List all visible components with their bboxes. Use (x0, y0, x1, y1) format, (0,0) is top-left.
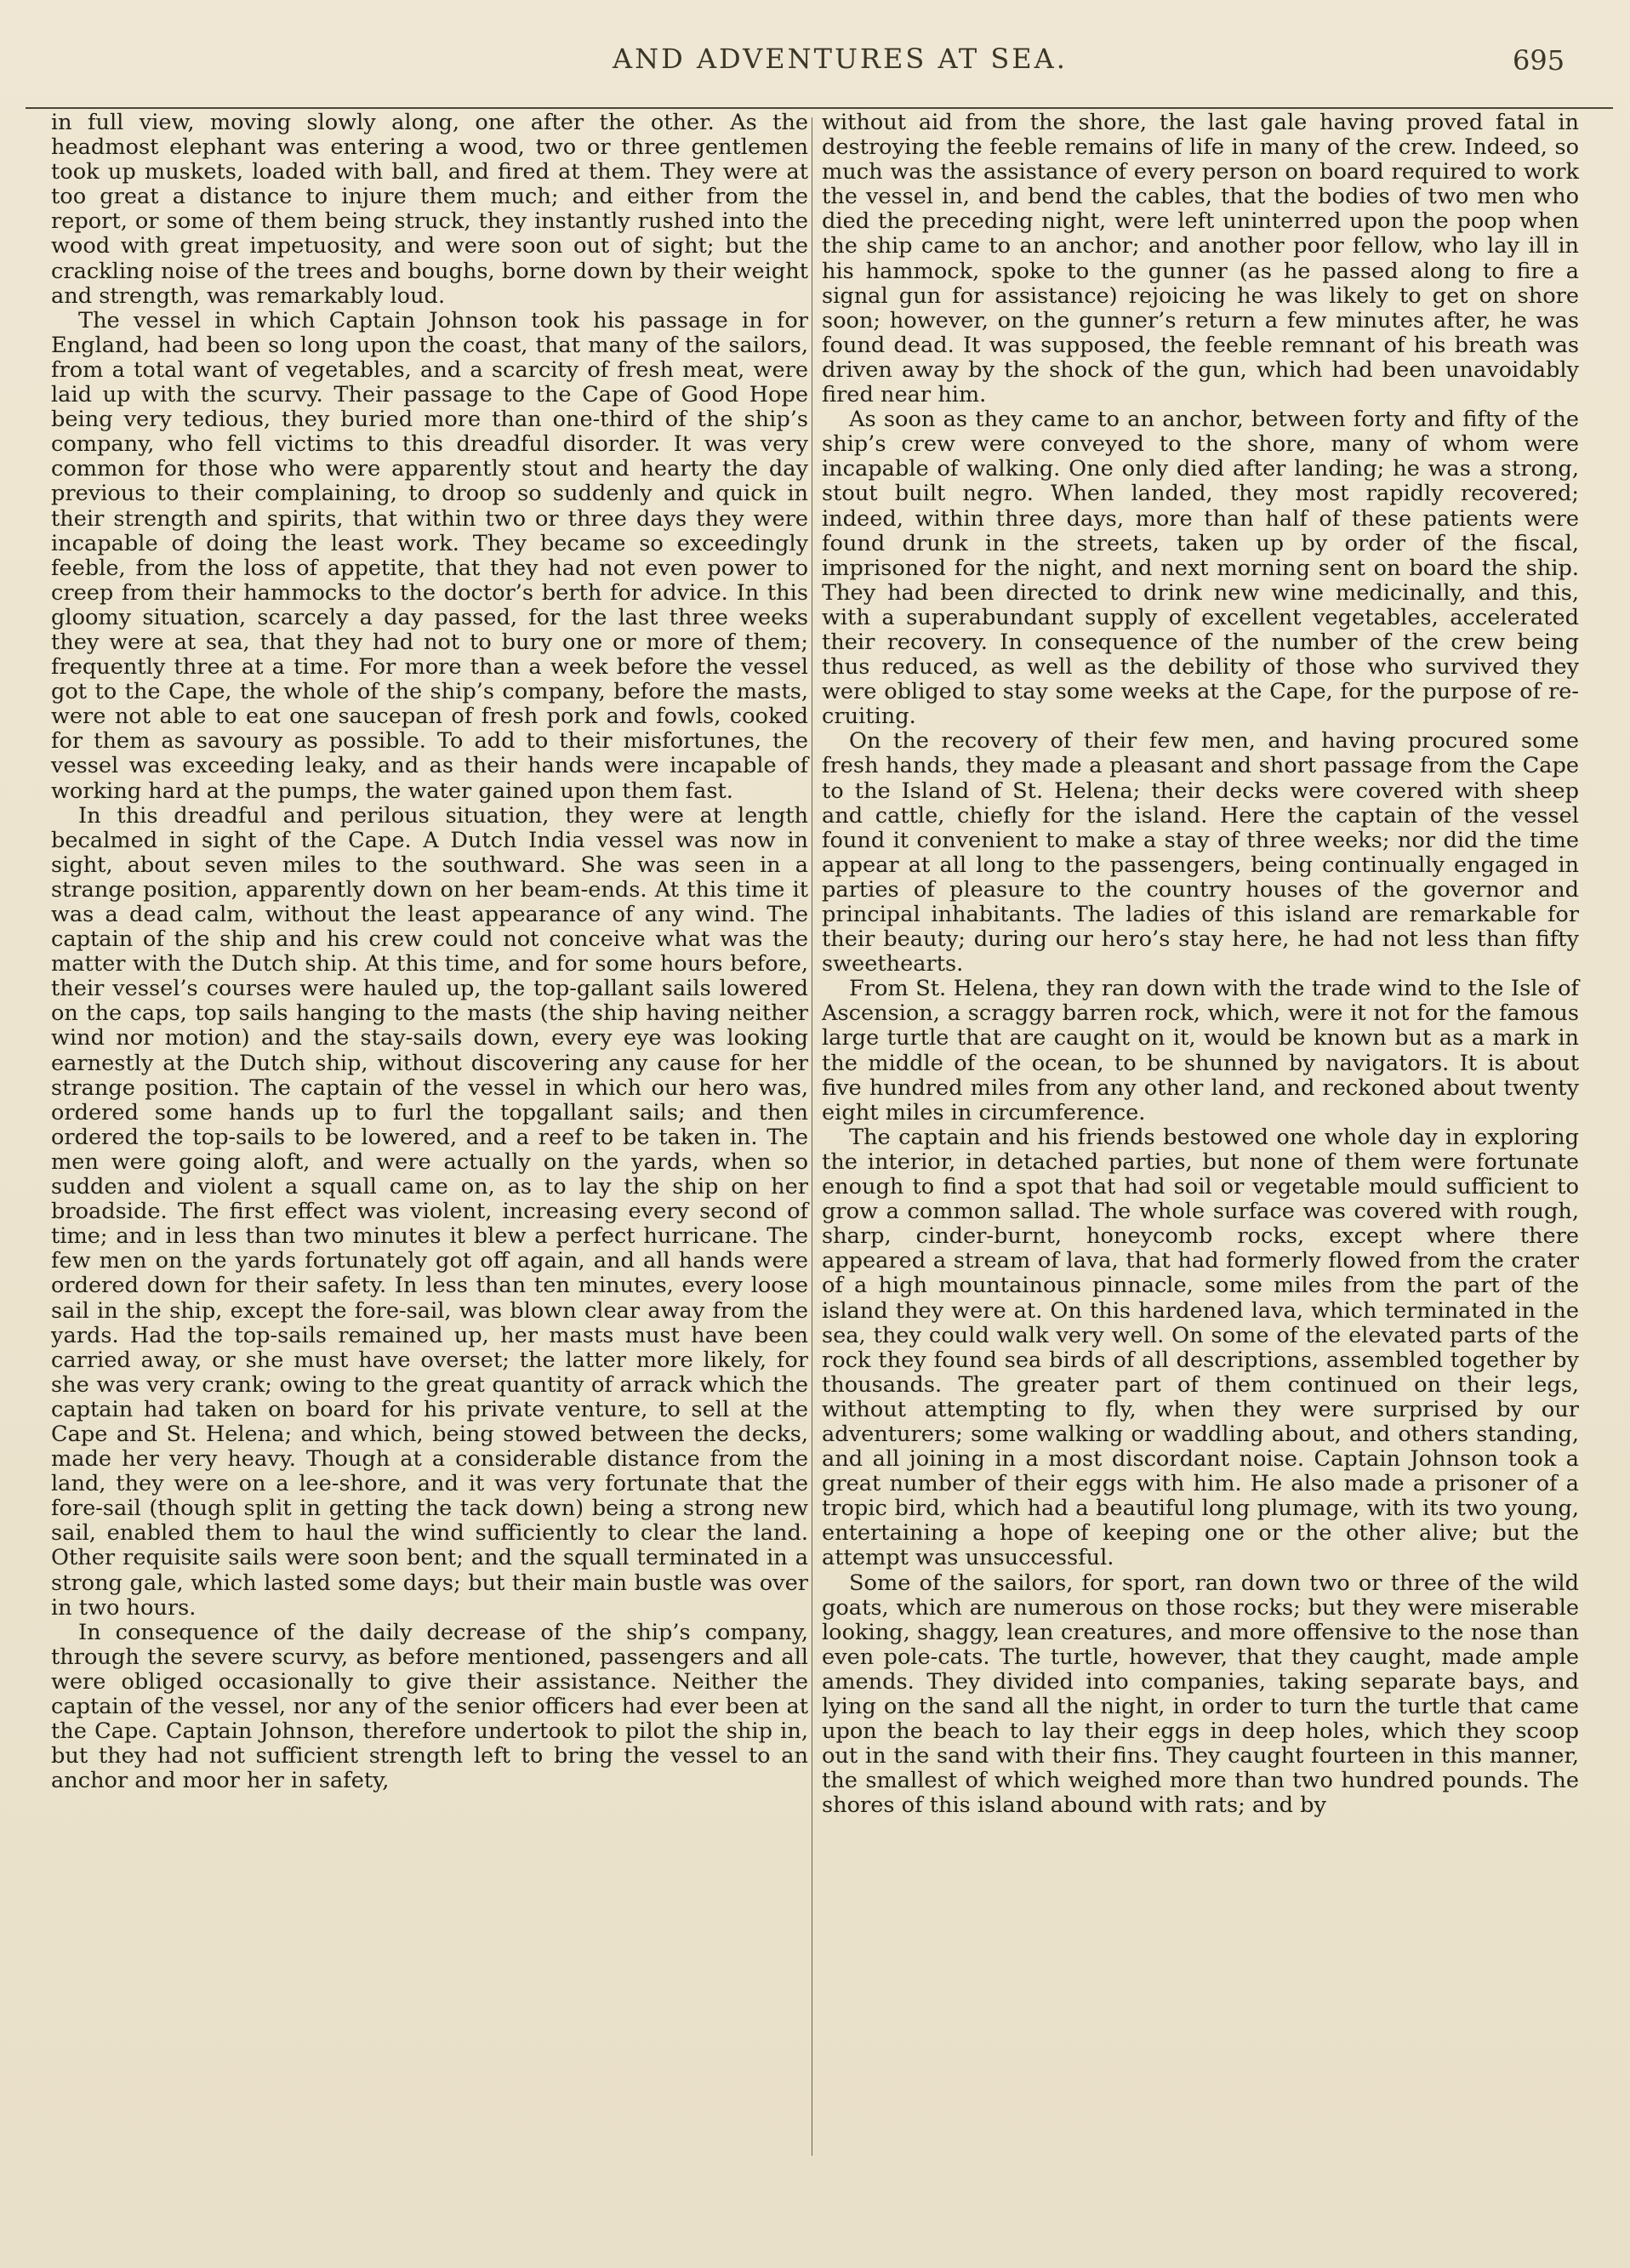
paragraph: From St. Helena, they ran down with the trade wind to the Isle of Ascension, a scraggy barren rock, which, were it not for the famous large turtle that are caught on it, would be known but as a mark in the middle of the ocean, to be shunned by navigators. It is about five hundred miles from any other land, and reckoned about twenty eight miles in circumference. (822, 976, 1579, 1125)
right-column (822, 111, 1579, 1818)
paragraph: in full view, moving slowly along, one after the other. As the headmost elephant was entering a wood, two or three gentlemen took up muskets, loaded with ball, and fired at them. They were at too great a distance to injure them much; and either from the report, or some of them being struck, they instantly rushed into the wood with great impetuosity, and were soon out of sight; but the crackling noise of the trees and boughs, borne down by their weight and strength, was remarkably loud. (51, 110, 808, 309)
running-head-title: AND ADVENTURES AT SEA. (613, 43, 1068, 75)
paragraph: In this dreadful and perilous situation, they were at length becalmed in sight of the Cape. A Dutch India vessel was now in sight, about seven miles to the southward. She was seen in a strange position, apparently down on her beam-ends. At this time it was a dead calm, without the least appearance of any wind. The captain of the ship and his crew could not conceive what was the matter with the Dutch ship. At this time, and for some hours before, their vessel’s courses were hauled up, the top-gallant sails lowered on the caps, top sails hanging to the masts (the ship having neither wind nor motion) and the stay-sails down, every eye was looking earnestly at the Dutch ship, without discovering any cause for her strange position. The captain of the vessel in which our hero was, ordered some hands up to furl the topgallant sails; and then ordered the top-sails to be lowered, and a reef to be taken in. The men were going aloft, and were actually on the yards, when so sudden and violent a squall came on, as to lay the ship on her broadside. The first effect was violent, increasing every second of time; and in less than two minutes it blew a perfect hurricane. The few men on the yards fortunately got off again, and all hands were ordered down for their safety. In less than ten minutes, every loose sail in the ship, except the fore-sail, was blown clear away from the yards. Had the top-sails remained up, her masts must have been carried away, or she must have overset; the latter more likely, for she was very crank; owing to the great quantity of arrack which the captain had taken on board for his private venture, to sell at the Cape and St. Helena; and which, being stowed between the decks, made her very heavy. Though at a considerable distance from the land, they were on a lee-shore, and it was very fortunate that the fore-sail (though split in getting the tack down) being a strong new sail, enabled them to haul the wind sufficiently to clear the land. Other requisite sails were soon bent; and the squall terminated in a strong gale, which lasted some days; but their main bustle was over in two hours. (51, 802, 808, 1621)
paragraph: The captain and his friends bestowed one whole day in exploring the interior, in detached parties, but none of them were fortunate enough to find a spot that had soil or vegetable mould sufficient to grow a common sallad. The whole surface was covered with rough, sharp, cinder-burnt, honeycomb rocks, except where there appeared a stream of lava, that had formerly flowed from the crater of a high mountainous pinnacle, some miles from the part of the island they were at. On this hardened lava, which terminated in the sea, they could walk very well. On some of the elevated parts of the rock they found sea birds of all descriptions, assembled together by thousands. The greater part of them continued on their legs, without attempting to fly, when they were surprised by our adventurers; some walking or waddling about, and others standing, and all joining in a most discordant noise. Captain Johnson took a great number of their eggs with him. He also made a prisoner of a tropic bird, which had a beautiful long plumage, with its two young, entertaining a hope of keeping one or the other alive; but the attempt was unsuccessful. (822, 1124, 1579, 1571)
paragraph: On the recovery of their few men, and having procured some fresh hands, they made a pleasant and short passage from the Cape to the Island of St. Helena; their decks were covered with sheep and cattle, chiefly for the island. Here the captain of the vessel found it convenient to make a stay of three weeks; nor did the time appear at all long to the passengers, being continually engaged in parties of pleasure to the country houses of the governor and principal inhabitants. The ladies of this island are remarkable for their beauty; during our hero’s stay here, he had not less than fifty sweethearts. (822, 728, 1579, 977)
left-column (51, 111, 808, 1793)
paragraph: The vessel in which Captain Johnson took his passage in for England, had been so long upon the coast, that many of the sailors, from a total want of vegetables, and a scarcity of fresh meat, were laid up with the scurvy. Their passage to the Cape of Good Hope being very tedious, they buried more than one-third of the ship’s company, who fell victims to this dreadful disorder. It was very common for those who were apparently stout and hearty the day previous to their complaining, to droop so suddenly and quick in their strength and spirits, that within two or three days they were incapable of doing the least work. They became so exceedingly feeble, from the loss of appetite, that they had not even power to creep from their hammocks to the doctor’s berth for advice. In this gloomy situation, scarcely a day passed, for the last three weeks they were at sea, that they had not to bury one or more of them; frequently three at a time. For more than a week before the vessel got to the Cape, the whole of the ship’s company, before the masts, were not able to eat one saucepan of fresh pork and fowls, cooked for them as savoury as possible. To add to their misfortunes, the vessel was exceeding leaky, and as their hands were incapable of working hard at the pumps, the water gained upon them fast. (51, 307, 808, 804)
paragraph: Some of the sailors, for sport, ran down two or three of the wild goats, which are numerous on those rocks; but they were miserable looking, shaggy, lean creatures, and more offensive to the nose than even pole-cats. The turtle, however, that they caught, made ample amends. They divided into companies, taking separate bays, and lying on the sand all the night, in order to turn the turtle that came upon the beach to lay their eggs in deep holes, which they scoop out in the sand with their fins. They caught fourteen in this manner, the smallest of which weighed more than two hundred pounds. The shores of this island abound with rats; and by (822, 1570, 1579, 1819)
page-number: 695 (1513, 44, 1565, 77)
header-rule (26, 107, 1613, 109)
running-head (0, 43, 1630, 80)
paragraph: As soon as they came to an anchor, between forty and fifty of the ship’s crew were conveyed to the shore, many of whom were incapable of walking. One only died after landing; he was a strong, stout built negro. When landed, they most rapidly recovered; indeed, within three days, more than half of these patients were found drunk in the streets, taken up by order of the fiscal, imprisoned for the night, and next morning sent on board the ship. They had been directed to drink new wine medicinally, and this, with a superabundant supply of excellent vegetables, accelerated their recovery. In consequence of the number of the crew being thus reduced, as well as the debility of those who survived they were obliged to stay some weeks at the Cape, for the purpose of recruiting. (822, 407, 1579, 730)
paragraph: In consequence of the daily decrease of the ship’s company, through the severe scurvy, as before mentioned, passengers and all were obliged occasionally to give their assistance. Neither the captain of the vessel, nor any of the senior officers had ever been at the Cape. Captain Johnson, therefore undertook to pilot the ship in, but they had not sufficient strength left to bring the vessel to an anchor and moor her in safety, (51, 1619, 808, 1794)
paragraph: without aid from the shore, the last gale having proved fatal in destroying the feeble remains of life in many of the crew. Indeed, so much was the assistance of every person on board required to work the vessel in, and bend the cables, that the bodies of two men who died the preceding night, were left uninterred upon the poop when the ship came to an anchor; and another poor fellow, who lay ill in his hammock, spoke to the gunner (as he passed along to fire a signal gun for assistance) rejoicing he was likely to get on shore soon; however, on the gunner’s return a few minutes after, he was found dead. It was supposed, the feeble remnant of his breath was driven away by the shock of the gun, which had been unavoidably fired near him. (822, 110, 1579, 408)
